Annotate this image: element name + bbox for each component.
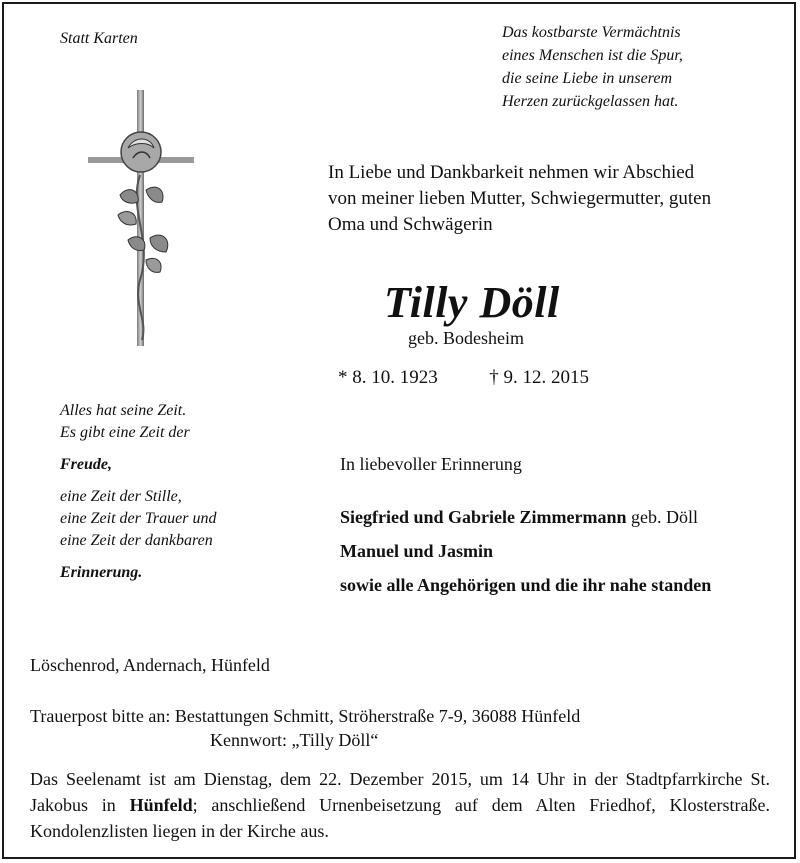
intro-line: Oma und Schwägerin <box>328 214 493 235</box>
quote-line: Das kostbarste Vermächtnis <box>502 24 681 41</box>
born-name: geb. Bodesheim <box>408 328 524 348</box>
deceased-name: Tilly Döll <box>384 278 560 327</box>
poem-line: Freude, <box>60 456 112 473</box>
mourner-note: geb. Döll <box>631 507 698 527</box>
top-quote <box>502 21 752 113</box>
cross-with-rose-icon <box>88 90 198 350</box>
poem-line: eine Zeit der Stille, <box>60 488 182 505</box>
mail-keyword: Kennwort: „Tilly Döll“ <box>210 730 379 750</box>
mail-address: Bestattungen Schmitt, Ströherstraße 7-9, 36088 Hünfeld <box>174 706 581 726</box>
intro-line: In Liebe und Dankbarkeit nehmen wir Abschied <box>328 162 695 183</box>
mourner-line: Manuel und Jasmin <box>340 541 494 561</box>
place-line: Löschenrod, Andernach, Hünfeld <box>30 655 270 675</box>
poem-line: eine Zeit der Trauer und <box>60 510 217 527</box>
quote-line: eines Menschen ist die Spur, <box>502 47 683 64</box>
service-paragraph <box>30 766 770 844</box>
service-town: Hünfeld <box>129 795 193 815</box>
service-text-1: Das Seelenamt ist am Dienstag, dem 22. Dezember 2015, um 14 Uhr in der Stadtpfarrkirche St. Jakobus in <box>30 769 770 815</box>
quote-line: die seine Liebe in unserem <box>502 70 673 87</box>
mourner-line: sowie alle Angehörigen und die ihr nahe standen <box>340 575 712 595</box>
mourners-list <box>340 500 711 602</box>
intro-text <box>328 160 770 238</box>
mail-row <box>30 704 580 728</box>
birth-date: * 8. 10. 1923 <box>338 367 438 388</box>
quote-line: Herzen zurückgelassen hat. <box>502 93 679 110</box>
service-text-2: ; anschließend Urnenbeisetzung auf dem Alten Friedhof, Klosterstraße. Kondolenzlisten liegen in der Kirche aus. <box>30 795 771 841</box>
poem-line: Erinnerung. <box>60 564 143 581</box>
service-info <box>30 766 770 844</box>
memory-heading: In liebevoller Erinnerung <box>340 454 522 474</box>
mail-info <box>30 704 580 752</box>
intro-line: von meiner lieben Mutter, Schwiegermutter, guten <box>328 188 712 209</box>
death-date: † 9. 12. 2015 <box>489 367 589 388</box>
poem-line: Alles hat seine Zeit. <box>60 402 187 419</box>
statt-karten-label: Statt Karten <box>60 30 138 47</box>
poem <box>60 400 290 584</box>
mourner-line <box>340 500 711 534</box>
mail-label: Trauerpost bitte an: <box>30 706 171 726</box>
mourner-names: Siegfried und Gabriele Zimmermann <box>340 507 627 527</box>
poem-line: eine Zeit der dankbaren <box>60 532 213 549</box>
poem-line: Es gibt eine Zeit der <box>60 424 190 441</box>
life-dates <box>338 367 589 389</box>
